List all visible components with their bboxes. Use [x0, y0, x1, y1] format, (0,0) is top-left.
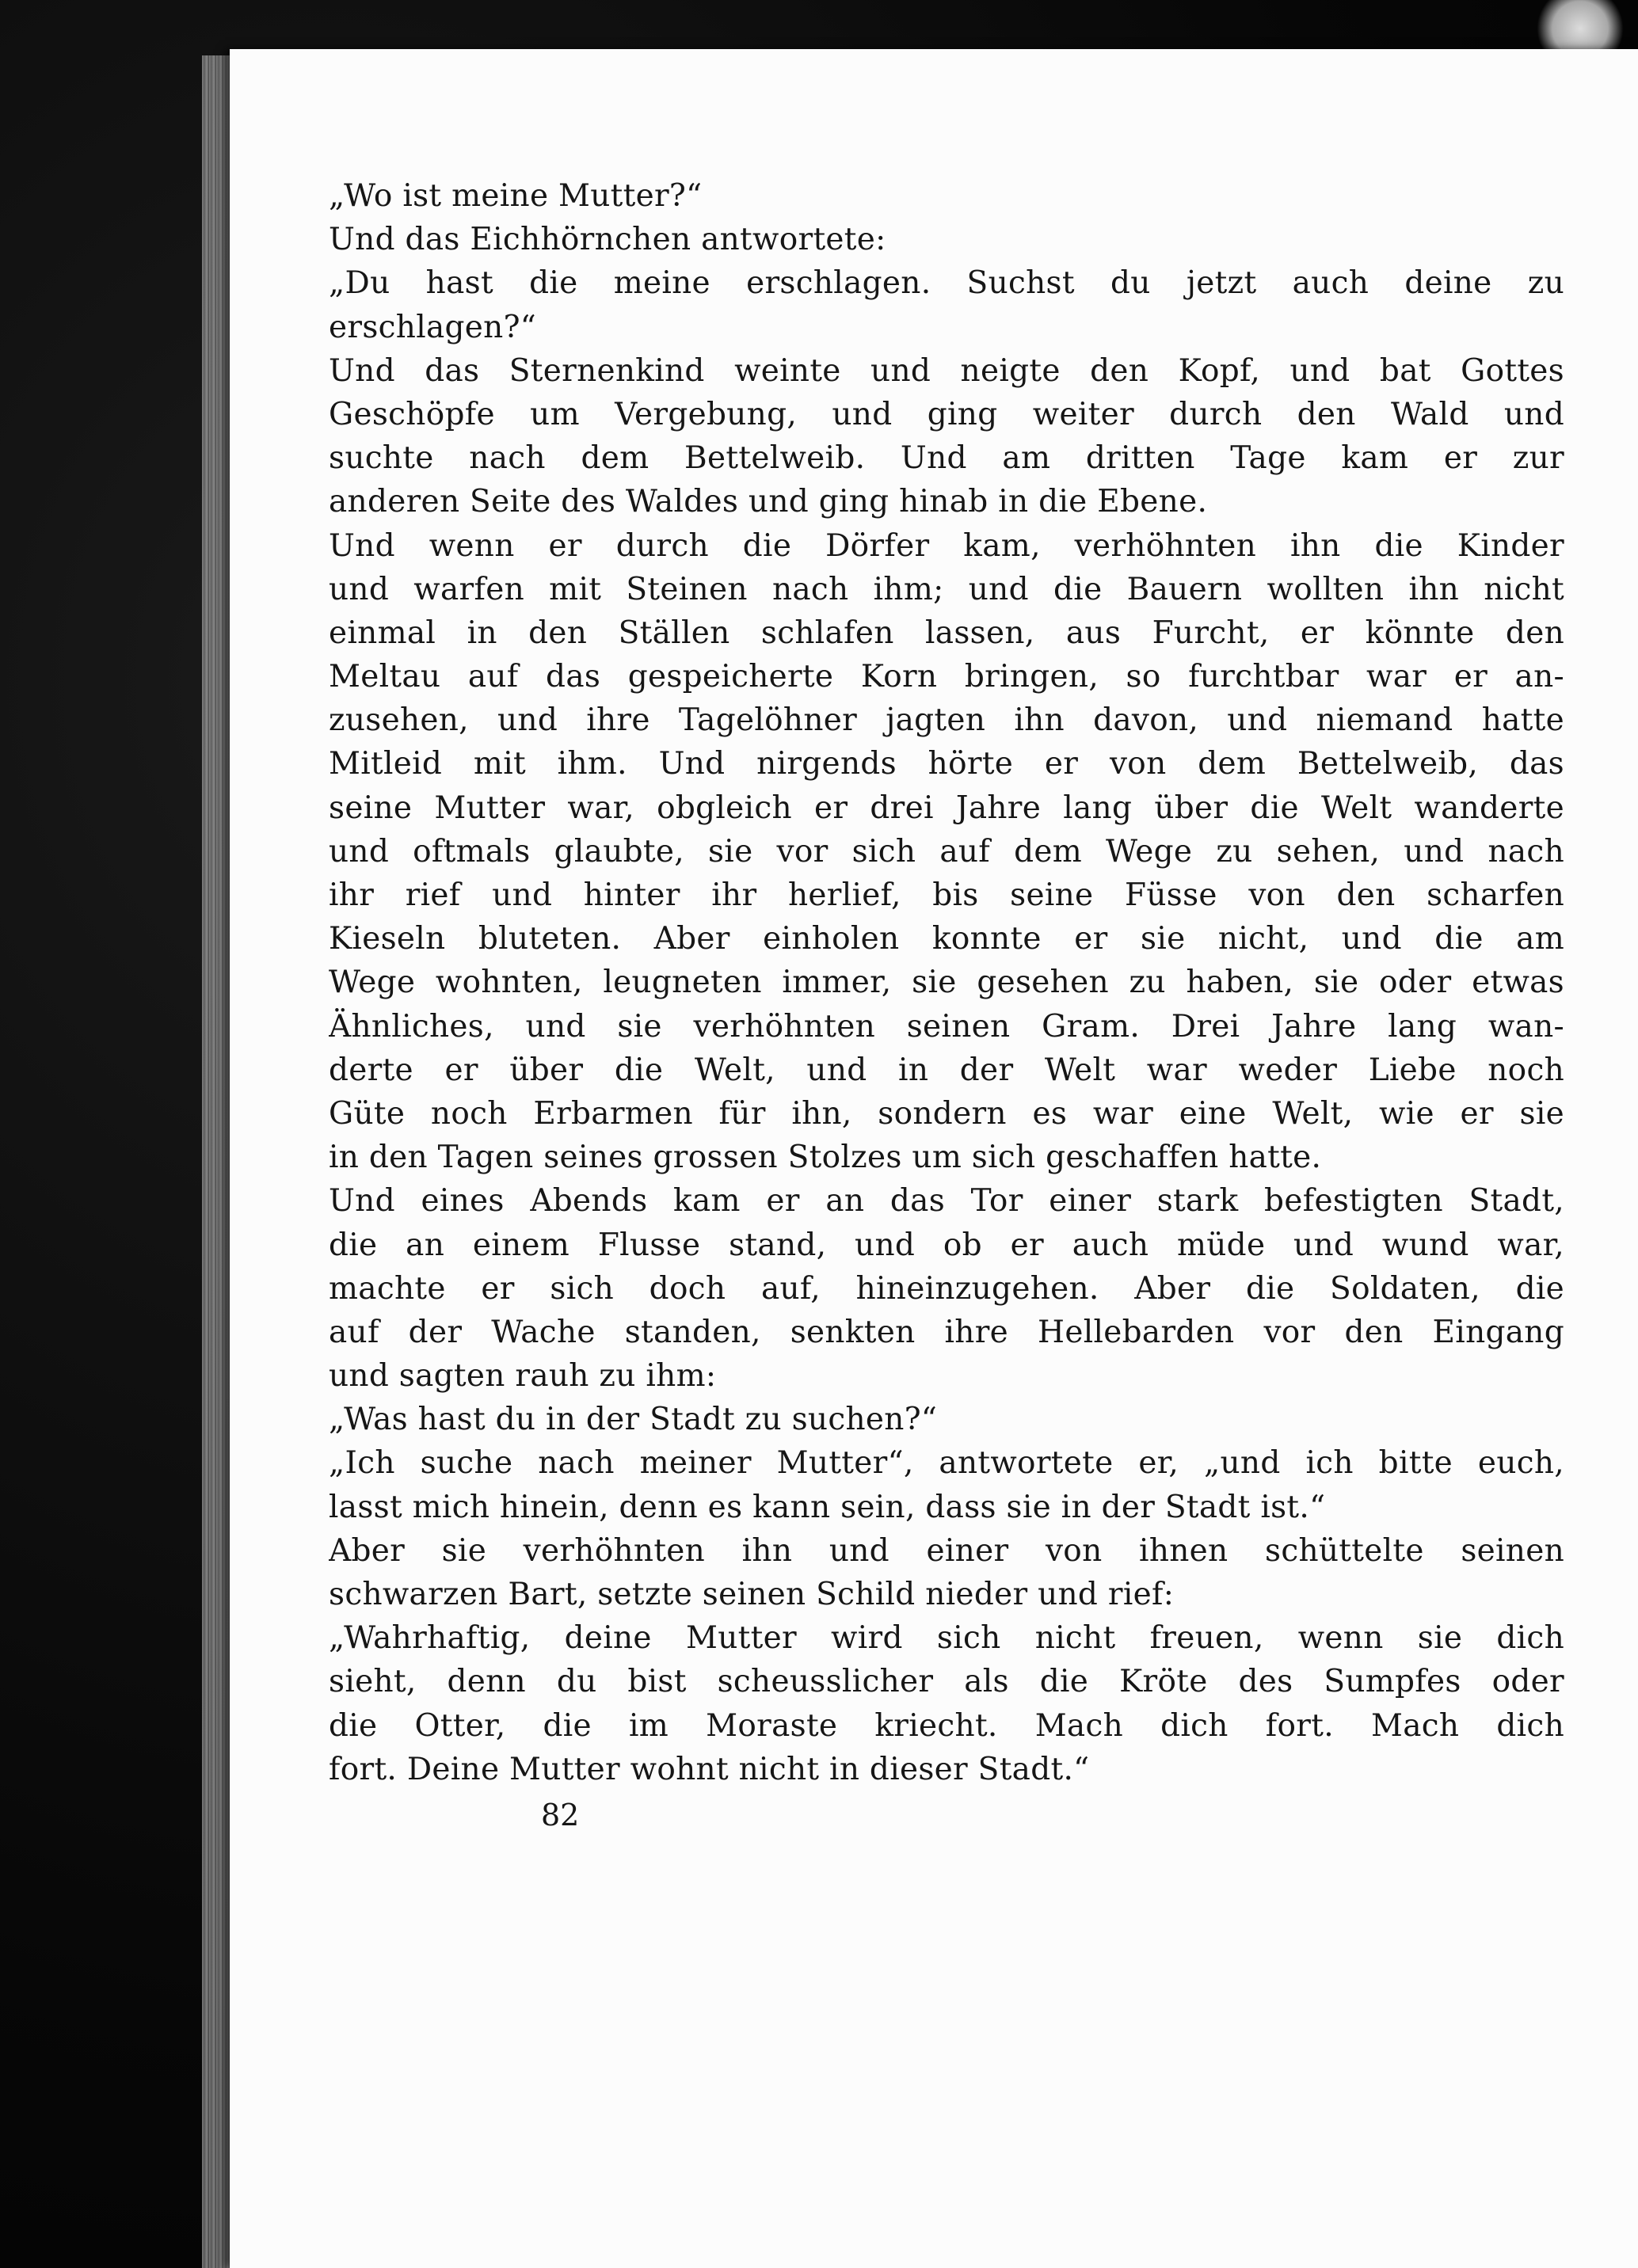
text-line: und oftmals glaubte, sie vor sich auf dem Wege zu sehen, und nach — [329, 833, 1564, 870]
text-line: die Otter, die im Moraste kriecht. Mach dich fort. Mach dich — [329, 1707, 1564, 1744]
book-spine-edge — [202, 55, 234, 2268]
text-line: Güte noch Erbarmen für ihn, sondern es war eine Welt, wie er sie — [329, 1095, 1564, 1132]
text-line: Kieseln bluteten. Aber einholen konnte er sie nicht, und die am — [329, 921, 1564, 957]
text-line: schwarzen Bart, setzte seinen Schild nieder und rief: — [329, 1577, 1175, 1612]
text-line: auf der Wache standen, senkten ihre Hellebarden vor den Eingang — [329, 1314, 1564, 1350]
text-line: Und das Sternenkind weinte und neigte den Kopf, und bat Gottes — [329, 352, 1564, 389]
text-line: und sagten rauh zu ihm: — [329, 1358, 717, 1395]
text-line: derte er über die Welt, und in der Welt war weder Liebe noch — [329, 1052, 1564, 1088]
text-line: fort. Deine Mutter wohnt nicht in dieser Stadt.“ — [329, 1751, 1090, 1787]
text-line: Aber sie verhöhnten ihn und einer von ihnen schüttelte seinen — [329, 1532, 1564, 1569]
text-line: erschlagen?“ — [329, 309, 537, 345]
text-line: Meltau auf das gespeicherte Korn bringen, so furchtbar war er an- — [329, 659, 1564, 695]
text-line: zusehen, und ihre Tagelöhner jagten ihn davon, und niemand hatte — [329, 702, 1564, 739]
text-line: und warfen mit Steinen nach ihm; und die Bauern wollten ihn nicht — [329, 571, 1564, 607]
text-line: Und das Eichhörnchen antwortete: — [329, 222, 886, 258]
text-line: anderen Seite des Waldes und ging hinab in die Ebene. — [329, 484, 1208, 520]
text-line: suchte nach dem Bettelweib. Und am dritten Tage kam er zur — [329, 440, 1564, 477]
text-line: „Was hast du in der Stadt zu suchen?“ — [329, 1402, 938, 1438]
text-line: Mitleid mit ihm. Und nirgends hörte er von dem Bettelweib, das — [329, 746, 1564, 782]
text-line: machte er sich doch auf, hineinzugehen. Aber die Soldaten, die — [329, 1270, 1564, 1307]
text-line: Wege wohnten, leugneten immer, sie gesehen zu haben, sie oder etwas — [329, 965, 1564, 1001]
text-line: „Wahrhaftig, deine Mutter wird sich nicht freuen, wenn sie dich — [329, 1620, 1564, 1657]
text-line: „Wo ist meine Mutter?“ — [329, 178, 703, 214]
text-line: Und eines Abends kam er an das Tor einer stark befestigten Stadt, — [329, 1183, 1564, 1220]
page-number: 82 — [541, 1798, 580, 1832]
text-line: Ähnliches, und sie verhöhnten seinen Gram. Drei Jahre lang wan- — [329, 1008, 1564, 1045]
text-line: lasst mich hinein, denn es kann sein, dass sie in der Stadt ist.“ — [329, 1489, 1326, 1525]
text-line: einmal in den Ställen schlafen lassen, aus Furcht, er könnte den — [329, 615, 1564, 651]
text-line: die an einem Flusse stand, und ob er auch müde und wund war, — [329, 1227, 1564, 1263]
text-line: Geschöpfe um Vergebung, und ging weiter durch den Wald und — [329, 396, 1564, 432]
text-line: Und wenn er durch die Dörfer kam, verhöhnten ihn die Kinder — [329, 527, 1564, 564]
text-line: ihr rief und hinter ihr herlief, bis seine Füsse von den scharfen — [329, 877, 1564, 913]
text-line: „Ich suche nach meiner Mutter“, antwortete er, „und ich bitte euch, — [329, 1445, 1564, 1482]
body-text — [329, 174, 1564, 1791]
text-line: in den Tagen seines grossen Stolzes um sich geschaffen hatte. — [329, 1140, 1322, 1176]
text-line: seine Mutter war, obgleich er drei Jahre lang über die Welt wanderte — [329, 790, 1564, 826]
text-line: sieht, denn du bist scheusslicher als die Kröte des Sumpfes oder — [329, 1664, 1564, 1700]
text-line: „Du hast die meine erschlagen. Suchst du jetzt auch deine zu — [329, 265, 1564, 302]
